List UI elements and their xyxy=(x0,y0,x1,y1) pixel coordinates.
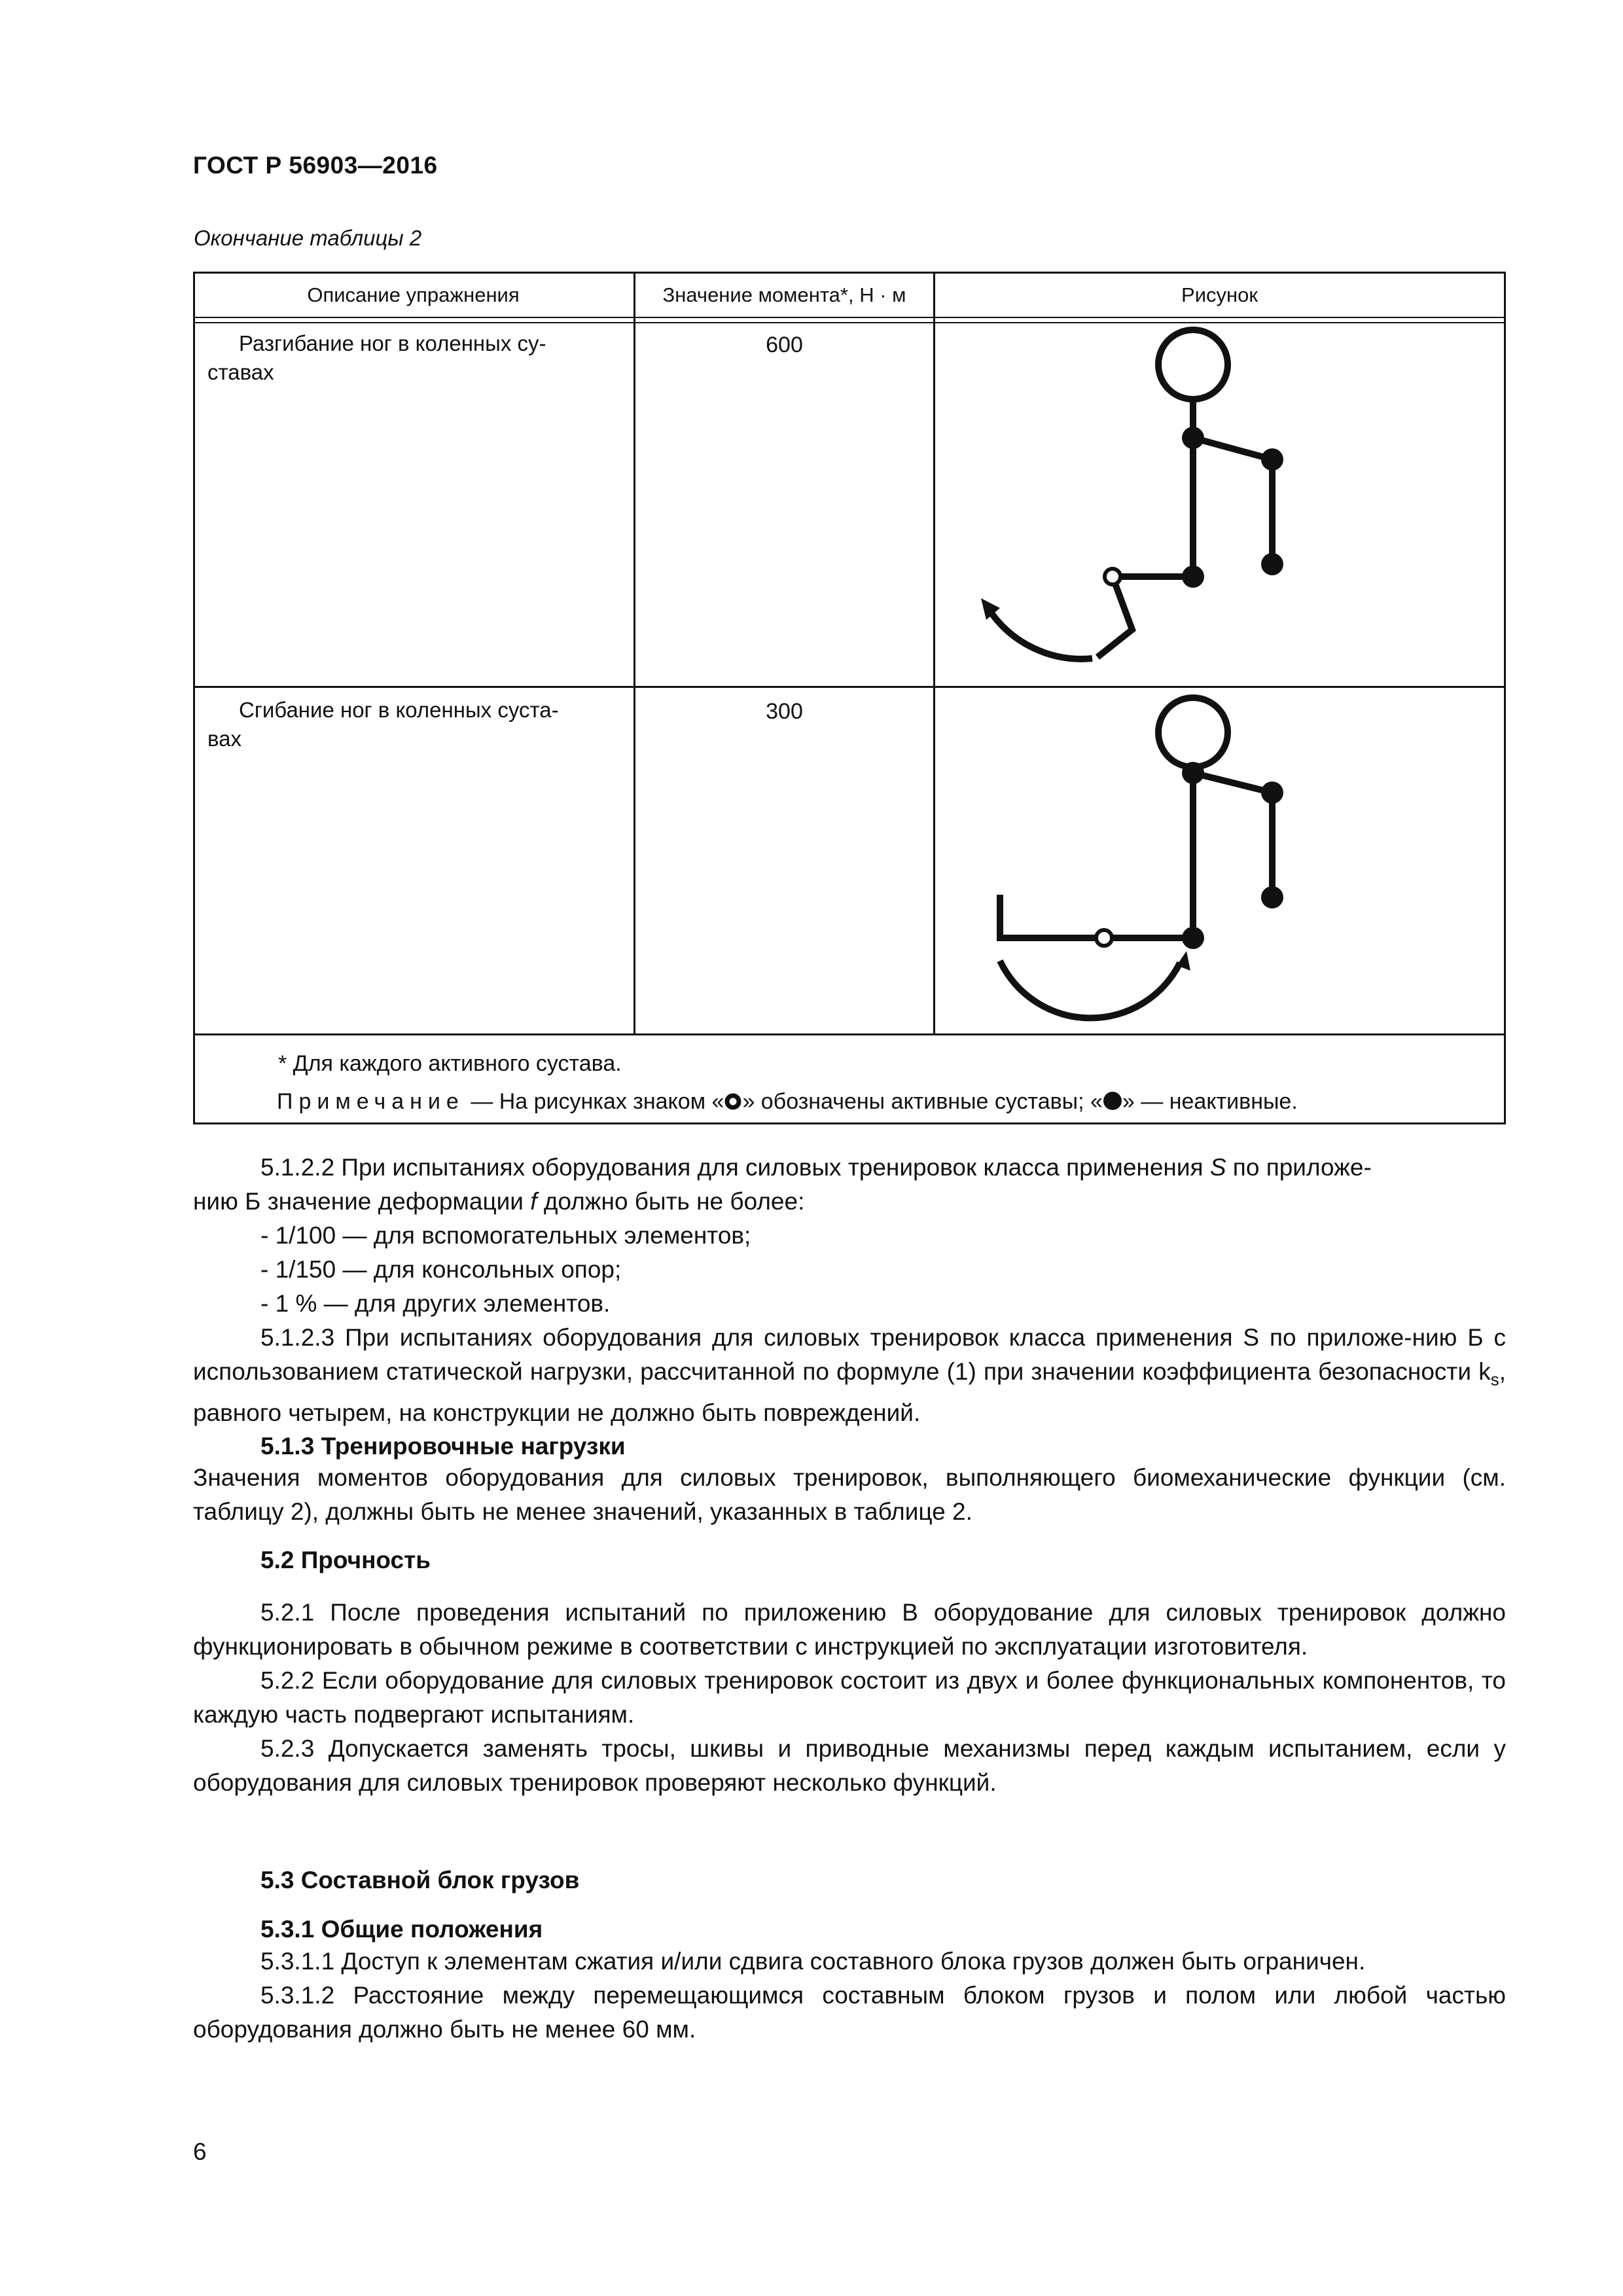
text-run: должно быть не более: xyxy=(537,1188,805,1215)
row-description-line1: Разгибание ног в коленных су- xyxy=(239,331,546,355)
document-header: ГОСТ Р 56903—2016 xyxy=(193,152,438,179)
note-text-2: » обозначены активные суставы; « xyxy=(742,1089,1103,1114)
note-dash: — xyxy=(464,1089,499,1114)
filled-circle-icon xyxy=(1103,1091,1122,1111)
leg-extension-figure-icon xyxy=(935,323,1504,686)
paragraph-5-1-2-3 xyxy=(193,1321,1506,1430)
text-run: , равного четырем, на конструкции не должно быть повреждений. xyxy=(193,1358,1506,1427)
row-moment-value: 300 xyxy=(766,699,803,724)
paragraph-5-3-1-1: 5.3.1.1 Доступ к элементам сжатия и/или сдвига составного блока грузов должен быть ограничен. xyxy=(260,1948,1366,1975)
page-number: 6 xyxy=(193,2138,207,2165)
paragraph: Значения моментов оборудования для силовых тренировок, выполняющего биомеханические функции (см. таблицу 2), должны быть не менее значений, указанных в таблице 2. xyxy=(193,1464,1506,1525)
row-description-line1: Сгибание ног в коленных суста- xyxy=(239,698,559,722)
heading-5-2: 5.2 Прочность xyxy=(260,1547,431,1573)
section-5-1-2-2 xyxy=(193,1151,1506,1430)
list-item: - 1/150 — для консольных опор; xyxy=(260,1256,622,1283)
list-item: - 1/100 — для вспомогательных элементов; xyxy=(260,1222,751,1249)
list-item: - 1 % — для других элементов. xyxy=(260,1290,611,1317)
section-5-1-3 xyxy=(193,1461,1506,1529)
paragraph-5-2-1: 5.2.1 После проведения испытаний по приложению В оборудование для силовых тренировок должно функционировать в обычном режиме в соответствии с инструкцией по эксплуатации изготовителя. xyxy=(193,1599,1506,1660)
deformation-symbol: f xyxy=(530,1188,537,1215)
heading-5-3-1: 5.3.1 Общие положения xyxy=(260,1916,543,1943)
paragraph-5-2-3: 5.2.3 Допускается заменять тросы, шкивы и приводные механизмы перед каждым испытанием, если у оборудования для силовых тренировок проверяют несколько функций. xyxy=(193,1735,1506,1796)
row-description-line2: вах xyxy=(207,726,242,751)
heading-5-1-3: 5.1.3 Тренировочные нагрузки xyxy=(260,1433,626,1460)
row-moment-value: 600 xyxy=(766,332,803,357)
paragraph-5-2-2: 5.2.2 Если оборудование для силовых тренировок состоит из двух и более функциональных компонентов, то каждую часть подвергают испытаниям. xyxy=(193,1667,1506,1728)
paragraph-continuation xyxy=(193,1185,1506,1219)
note-label: Примечание xyxy=(277,1089,465,1114)
hollow-circle-icon xyxy=(724,1092,742,1111)
column-header-description: Описание упражнения xyxy=(307,283,520,306)
column-header-figure: Рисунок xyxy=(1181,283,1258,306)
subscript: s xyxy=(1490,1369,1499,1390)
paragraph xyxy=(193,1151,1506,1185)
section-5-3-1 xyxy=(193,1945,1506,2047)
text-run: нию Б значение деформации xyxy=(193,1188,531,1215)
section-5-2 xyxy=(193,1596,1506,1800)
table-footnote: * Для каждого активного сустава. xyxy=(278,1051,622,1076)
heading-5-3: 5.3 Составной блок грузов xyxy=(260,1867,580,1893)
row-description-line2: ставах xyxy=(207,360,274,384)
note-text-3: » — неактивные. xyxy=(1122,1089,1298,1114)
table-note xyxy=(277,1087,1494,1116)
text-run: по приложе- xyxy=(1226,1154,1372,1181)
table-caption: Окончание таблицы 2 xyxy=(194,226,422,250)
class-symbol: S xyxy=(1209,1154,1226,1181)
text-run: 5.1.2.3 При испытаниях оборудования для силовых тренировок класса применения S по приложе-нию Б с использованием статической нагрузки, рассчитанной по формуле (1) при значении коэффициента безопасности k xyxy=(193,1324,1506,1385)
text-run: 5.1.2.2 При испытаниях оборудования для силовых тренировок класса применения xyxy=(260,1154,1210,1181)
paragraph-5-3-1-2: 5.3.1.2 Расстояние между перемещающимся составным блоком грузов и полом или любой частью оборудования должно быть не менее 60 мм. xyxy=(193,1982,1506,2043)
note-text-1: На рисунках знаком « xyxy=(499,1089,724,1114)
exercise-table xyxy=(193,272,1506,1124)
column-header-value: Значение момента*, Н · м xyxy=(662,283,906,306)
leg-curl-figure-icon xyxy=(935,688,1504,1033)
